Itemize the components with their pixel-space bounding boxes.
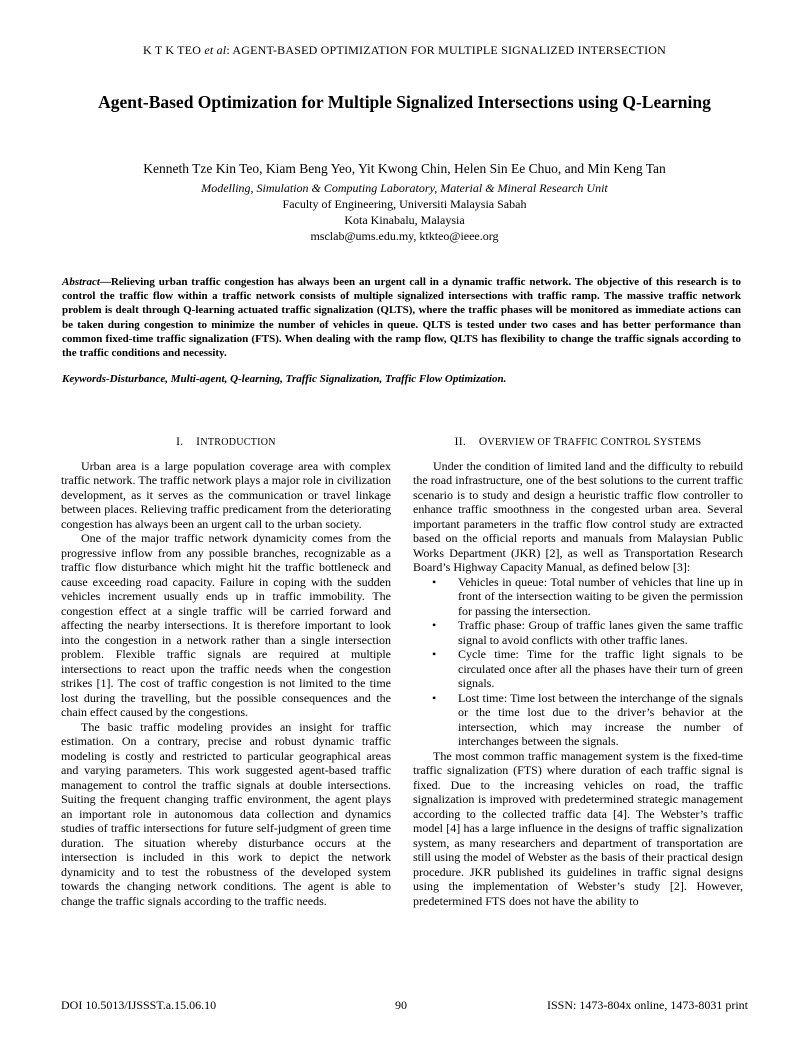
definition-list [413,575,743,749]
section-initial: T [553,436,561,448]
section-heading-introduction [61,435,391,451]
list-item-text: Traffic phase: Group of traffic lanes given the same traffic signal to avoid conflicts with other traffic lanes. [458,618,743,647]
footer-page-number: 90 [395,998,407,1012]
paragraph: The most common traffic management system is the fixed-time traffic signalization (FTS) where duration of each traffic signal is fixed. Due to the increasing vehicles on road, the traffic signalization is improved with predetermined strategic management according to the collected traffic data [4]. The Webster’s traffic model [4] has a large influence in the designs of traffic signalization system, as many researchers and department of transportation are still using the model of Webster as the basis of their practical design procedure. JKR published its guidelines in traffic signal designs using the implementation of Webster’s study [2]. However, predetermined FTS does not have the ability to [413,748,743,908]
list-item [432,574,743,619]
left-column [61,435,391,908]
section-numeral: I. [176,436,184,448]
abstract-text: —Relieving urban traffic congestion has always been an urgent call in a dynamic traffic network. The objective of this research is to control the traffic flow within a traffic network consists of multiple signalized intersections with traffic ramp. The massive traffic network problem is dealt through Q-learning actuated traffic signalization (QLTS), where the traffic phases will be monitored as immediate actions can be taken during congestion to minimize the number of vehicles in queue. QLTS is tested under two cases and has better performance than common fixed-time traffic signalization (FTS). When dealing with the ramp flow, QLTS has flexibility to change the traffic signals according to the traffic conditions and necessity. [62,276,741,360]
section-initial: O [478,436,488,448]
running-head-etal: et al [204,43,227,57]
list-item [432,618,743,647]
section-heading-overview [413,435,743,451]
section-heading-rest: YSTEMS [660,437,702,448]
section-heading-rest: RAFFIC [560,437,601,448]
affiliation-faculty: Faculty of Engineering, Universiti Malaysia Sabah [282,197,527,211]
list-item-text: Lost time: Time lost between the interchange of the signals or the time lost due to the driver’s behavior at the intersection, which may increase the number of interchanges between the signals. [458,690,743,748]
footer-doi: DOI 10.5013/IJSSST.a.15.06.10 [61,998,217,1012]
section-numeral: II. [454,436,467,448]
bullet-icon: • [432,647,437,661]
paragraph: Urban area is a large population coverage area with complex traffic network. The traffic network plays a major role in civilization development, as it serves as the communication or travel linkage between places. Relieving traffic predicament from the deteriorating congestion has always been an urgent call to the urban society. [61,458,391,531]
running-head-title: : AGENT-BASED OPTIMIZATION FOR MULTIPLE SIGNALIZED INTERSECTION [226,43,667,57]
abstract-label: Abstract [62,276,100,288]
section-heading-rest: NTRODUCTION [200,437,276,448]
running-head [0,43,809,58]
footer-issn: ISSN: 1473-804x online, 1473-8031 print [547,998,748,1012]
section-initial: I [196,436,201,448]
affiliation-email: msclab@ums.edu.my, ktkteo@ieee.org [310,229,499,243]
section-initial: S [653,436,661,448]
list-item [432,647,743,691]
bullet-icon: • [432,618,437,632]
running-head-authors: K T K TEO [142,43,205,57]
abstract [62,275,741,360]
list-item [432,690,743,749]
keywords: Keywords-Disturbance, Multi-agent, Q-learning, Traffic Signalization, Traffic Flow Optimization. [62,373,507,385]
affiliation-city: Kota Kinabalu, Malaysia [344,213,465,227]
right-column [413,435,743,908]
section-initial: C [600,436,609,448]
affiliation-unit: Modelling, Simulation & Computing Laboratory, Material & Mineral Research Unit [201,181,608,195]
paragraph: One of the major traffic network dynamicity comes from the progressive inflow from any possible branches, recognizable as a traffic flow disturbance which might hit the traffic bottleneck and cause exceeding road capacity. Failure in coping with the sudden vehicles increment usually ends up in traffic immobility. The congestion effect at a single traffic will be carried forward and affecting the nearby intersections. It is therefore important to look into the congestion in a network rather than a single intersection problem. Flexible traffic signals are required at multiple intersections to react upon the traffic needs when the congestion strikes [1]. The cost of traffic congestion is not limited to the time lost during the travelling, but the possible consequences and the chain effect caused by the congestions. [61,531,391,719]
section-heading-rest: ONTROL [608,437,654,448]
paragraph: The basic traffic modeling provides an insight for traffic estimation. On a contrary, precise and robust dynamic traffic modeling is costly and restricted to particular geographical areas and varying parameters. This work suggested agent-based traffic management to control the traffic signals at double intersections. Suiting the frequent changing traffic environment, the agent plays an important role in autonomous data collection and dynamics studies of traffic intersections for future self-judgment of green time duration. The situation whereby disturbance occurs at the intersection is included in this work to depict the network dynamicity and to test the robustness of the developed system towards the changing network conditions. The agent is able to change the traffic signals according to the traffic needs. [61,719,391,908]
paper-title: Agent-Based Optimization for Multiple Signalized Intersections using Q-Learning [98,92,711,112]
list-item-text: Cycle time: Time for the traffic light signals to be circulated once after all the phases have their turn of green signals. [458,647,743,690]
bullet-icon: • [432,690,437,705]
paragraph: Under the condition of limited land and the difficulty to rebuild the road infrastructure, one of the best solutions to the current traffic scenario is to study and design a heuristic traffic flow controller to enhance traffic smoothness in the congested urban area. Several important parameters in the traffic flow control study are extracted based on the official reports and manuals from Malaysian Public Works Department (JKR) [2], as well as Transportation Research Board’s Highway Capacity Manual, as defined below [3]: [413,458,743,574]
bullet-icon: • [432,574,437,589]
author-list: Kenneth Tze Kin Teo, Kiam Beng Yeo, Yit Kwong Chin, Helen Sin Ee Chuo, and Min Keng Tan [143,161,666,176]
list-item-text: Vehicles in queue: Total number of vehicles that line up in front of the intersection waiting to be given the permission for passing the intersection. [458,574,743,618]
section-heading-rest: VERVIEW OF [487,437,554,448]
